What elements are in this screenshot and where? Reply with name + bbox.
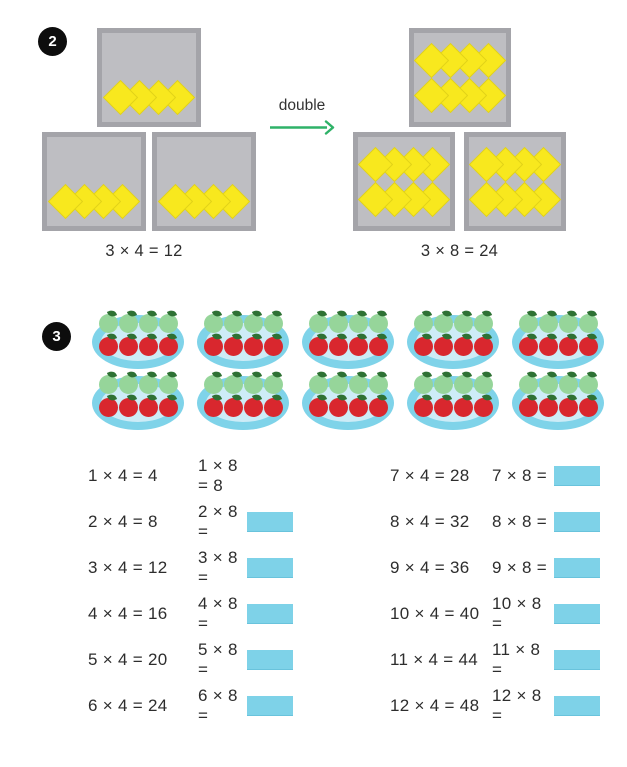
red-apple-row <box>414 337 493 356</box>
green-apple-row <box>309 375 388 394</box>
equation-times-four: 12 × 4 = 48 <box>390 696 480 715</box>
green-apple-row <box>99 314 178 333</box>
plate <box>92 376 184 430</box>
equation-times-eight: 5 × 8 = <box>198 640 238 679</box>
equation-times-four: 3 × 4 = 12 <box>88 558 168 577</box>
equation-row <box>88 640 293 679</box>
equation-row <box>88 456 293 495</box>
plates-grid <box>92 315 604 430</box>
red-apple-icon <box>244 337 263 356</box>
green-apple-icon <box>454 314 473 333</box>
green-apple-row <box>99 375 178 394</box>
red-apple-icon <box>139 398 158 417</box>
q2-left-bottom-box-row <box>42 132 256 231</box>
red-apple-icon <box>119 337 138 356</box>
diamond-icon <box>48 184 83 219</box>
red-apple-icon <box>579 398 598 417</box>
green-apple-icon <box>539 375 558 394</box>
red-apple-icon <box>309 398 328 417</box>
green-apple-icon <box>579 314 598 333</box>
plate <box>407 376 499 430</box>
equation-times-eight: 8 × 8 = <box>492 512 548 531</box>
red-apple-icon <box>99 398 118 417</box>
double-label: double <box>278 97 326 114</box>
green-apple-icon <box>204 375 223 394</box>
green-apple-icon <box>329 314 348 333</box>
answer-box[interactable] <box>554 466 600 486</box>
red-apple-icon <box>454 337 473 356</box>
plate <box>197 376 289 430</box>
red-apple-icon <box>474 398 493 417</box>
green-apple-icon <box>434 314 453 333</box>
red-apple-icon <box>414 337 433 356</box>
red-apple-icon <box>579 337 598 356</box>
question-3-badge: 3 <box>42 322 71 351</box>
green-apple-icon <box>204 314 223 333</box>
diamond-icon <box>103 80 138 115</box>
green-apple-icon <box>99 314 118 333</box>
right-arrow-icon <box>269 120 335 135</box>
green-apple-icon <box>159 314 178 333</box>
green-apple-row <box>414 375 493 394</box>
red-apple-icon <box>244 398 263 417</box>
red-apple-icon <box>329 398 348 417</box>
q2-left-top-box-row <box>42 28 256 127</box>
green-apple-icon <box>139 314 158 333</box>
equation-times-eight: 4 × 8 = <box>198 594 238 633</box>
q2-doubled-array-group <box>353 28 566 261</box>
red-apple-icon <box>204 398 223 417</box>
green-apple-icon <box>454 375 473 394</box>
green-apple-icon <box>559 314 578 333</box>
red-apple-icon <box>329 337 348 356</box>
diamond-icon <box>158 184 193 219</box>
green-apple-icon <box>519 314 538 333</box>
red-apple-icon <box>519 337 538 356</box>
red-apple-icon <box>519 398 538 417</box>
green-apple-icon <box>349 314 368 333</box>
diamond-icon <box>469 181 504 216</box>
green-apple-row <box>204 314 283 333</box>
green-apple-icon <box>264 375 283 394</box>
red-apple-row <box>99 337 178 356</box>
green-apple-icon <box>224 375 243 394</box>
answer-box[interactable] <box>554 512 600 532</box>
diamond-icon <box>358 146 393 181</box>
q2-right-top-box-row <box>353 28 566 127</box>
equation-row <box>88 548 293 587</box>
red-apple-icon <box>349 398 368 417</box>
plate <box>512 376 604 430</box>
green-apple-row <box>204 375 283 394</box>
green-apple-icon <box>414 314 433 333</box>
equation-times-four: 8 × 4 = 32 <box>390 512 470 531</box>
answer-box[interactable] <box>247 650 293 670</box>
red-apple-icon <box>434 337 453 356</box>
green-apple-icon <box>309 375 328 394</box>
green-apple-row <box>414 314 493 333</box>
answer-box[interactable] <box>247 512 293 532</box>
green-apple-row <box>519 375 598 394</box>
plate <box>302 376 394 430</box>
green-apple-icon <box>579 375 598 394</box>
equation-times-four: 9 × 4 = 36 <box>390 558 470 577</box>
plate <box>512 315 604 369</box>
red-apple-icon <box>99 337 118 356</box>
equation-row <box>390 511 600 533</box>
red-apple-row <box>204 337 283 356</box>
equation-times-four: 7 × 4 = 28 <box>390 466 470 485</box>
equation-row <box>88 594 293 633</box>
equation-row <box>390 557 600 579</box>
equation-times-four: 1 × 4 = 4 <box>88 466 158 485</box>
equation-times-eight: 7 × 8 = <box>492 466 548 485</box>
equations-right-block <box>390 465 600 741</box>
equation-row <box>390 686 600 725</box>
equation-row <box>390 640 600 679</box>
plate <box>302 315 394 369</box>
answer-box[interactable] <box>247 604 293 624</box>
green-apple-icon <box>559 375 578 394</box>
red-apple-icon <box>559 337 578 356</box>
red-apple-icon <box>309 337 328 356</box>
green-apple-icon <box>264 314 283 333</box>
red-apple-icon <box>559 398 578 417</box>
red-apple-row <box>519 337 598 356</box>
green-apple-icon <box>329 375 348 394</box>
q2-single-array-group <box>42 28 256 261</box>
diamond-icon <box>413 77 448 112</box>
red-apple-icon <box>224 337 243 356</box>
plate <box>407 315 499 369</box>
green-apple-icon <box>119 375 138 394</box>
double-arrow-block <box>266 97 338 140</box>
equations-left-block <box>88 456 293 741</box>
green-apple-icon <box>119 314 138 333</box>
green-apple-icon <box>159 375 178 394</box>
green-apple-icon <box>369 375 388 394</box>
equation-row <box>88 502 293 541</box>
green-apple-icon <box>369 314 388 333</box>
answer-box[interactable] <box>554 558 600 578</box>
equation-times-four: 2 × 4 = 8 <box>88 512 158 531</box>
diamond-box <box>152 132 256 231</box>
red-apple-icon <box>539 398 558 417</box>
equation-times-eight: 11 × 8 = <box>492 640 541 679</box>
green-apple-icon <box>309 314 328 333</box>
equation-times-four: 4 × 4 = 16 <box>88 604 168 623</box>
red-apple-icon <box>369 337 388 356</box>
red-apple-row <box>204 398 283 417</box>
red-apple-row <box>99 398 178 417</box>
green-apple-row <box>519 314 598 333</box>
red-apple-icon <box>204 337 223 356</box>
red-apple-icon <box>224 398 243 417</box>
equation-times-eight: 2 × 8 = <box>198 502 238 541</box>
diamond-box <box>42 132 146 231</box>
answer-box[interactable] <box>554 604 600 624</box>
q2-right-caption: 3 × 8 = 24 <box>420 242 499 260</box>
answer-box[interactable] <box>554 650 600 670</box>
equation-row <box>390 465 600 487</box>
diamond-icon <box>413 42 448 77</box>
equation-times-eight: 6 × 8 = <box>198 686 238 725</box>
equation-times-four: 5 × 4 = 20 <box>88 650 168 669</box>
red-apple-icon <box>349 337 368 356</box>
diamond-icon <box>358 181 393 216</box>
green-apple-icon <box>244 314 263 333</box>
green-apple-icon <box>539 314 558 333</box>
red-apple-icon <box>369 398 388 417</box>
equation-times-eight: 1 × 8 = 8 <box>198 456 238 495</box>
diamond-box <box>464 132 566 231</box>
red-apple-icon <box>414 398 433 417</box>
equation-times-four: 6 × 4 = 24 <box>88 696 168 715</box>
red-apple-row <box>414 398 493 417</box>
red-apple-icon <box>159 398 178 417</box>
equation-times-eight: 3 × 8 = <box>198 548 238 587</box>
green-apple-icon <box>474 375 493 394</box>
green-apple-icon <box>244 375 263 394</box>
green-apple-row <box>309 314 388 333</box>
green-apple-icon <box>434 375 453 394</box>
green-apple-icon <box>224 314 243 333</box>
diamond-box <box>97 28 201 127</box>
equation-row <box>88 686 293 725</box>
green-apple-icon <box>519 375 538 394</box>
diamond-icon <box>469 146 504 181</box>
equation-times-eight: 9 × 8 = <box>492 558 548 577</box>
green-apple-icon <box>349 375 368 394</box>
red-apple-icon <box>264 398 283 417</box>
q2-left-caption: 3 × 4 = 12 <box>105 242 183 260</box>
equation-row <box>390 594 600 633</box>
red-apple-row <box>309 337 388 356</box>
red-apple-icon <box>264 337 283 356</box>
green-apple-icon <box>99 375 118 394</box>
equation-times-four: 11 × 4 = 44 <box>390 650 479 669</box>
diamond-box <box>353 132 455 231</box>
answer-box[interactable] <box>247 696 293 716</box>
green-apple-icon <box>414 375 433 394</box>
plate <box>92 315 184 369</box>
answer-box[interactable] <box>247 558 293 578</box>
plate <box>197 315 289 369</box>
red-apple-icon <box>539 337 558 356</box>
diamond-box <box>409 28 511 127</box>
equation-times-four: 10 × 4 = 40 <box>390 604 480 623</box>
green-apple-icon <box>474 314 493 333</box>
red-apple-icon <box>434 398 453 417</box>
red-apple-icon <box>454 398 473 417</box>
red-apple-row <box>519 398 598 417</box>
answer-box[interactable] <box>554 696 600 716</box>
red-apple-icon <box>119 398 138 417</box>
question-2-badge: 2 <box>38 27 67 56</box>
equation-times-eight: 12 × 8 = <box>492 686 542 725</box>
green-apple-icon <box>139 375 158 394</box>
red-apple-icon <box>159 337 178 356</box>
q2-right-bottom-box-row <box>353 132 566 231</box>
red-apple-icon <box>474 337 493 356</box>
red-apple-row <box>309 398 388 417</box>
equation-times-eight: 10 × 8 = <box>492 594 542 633</box>
red-apple-icon <box>139 337 158 356</box>
